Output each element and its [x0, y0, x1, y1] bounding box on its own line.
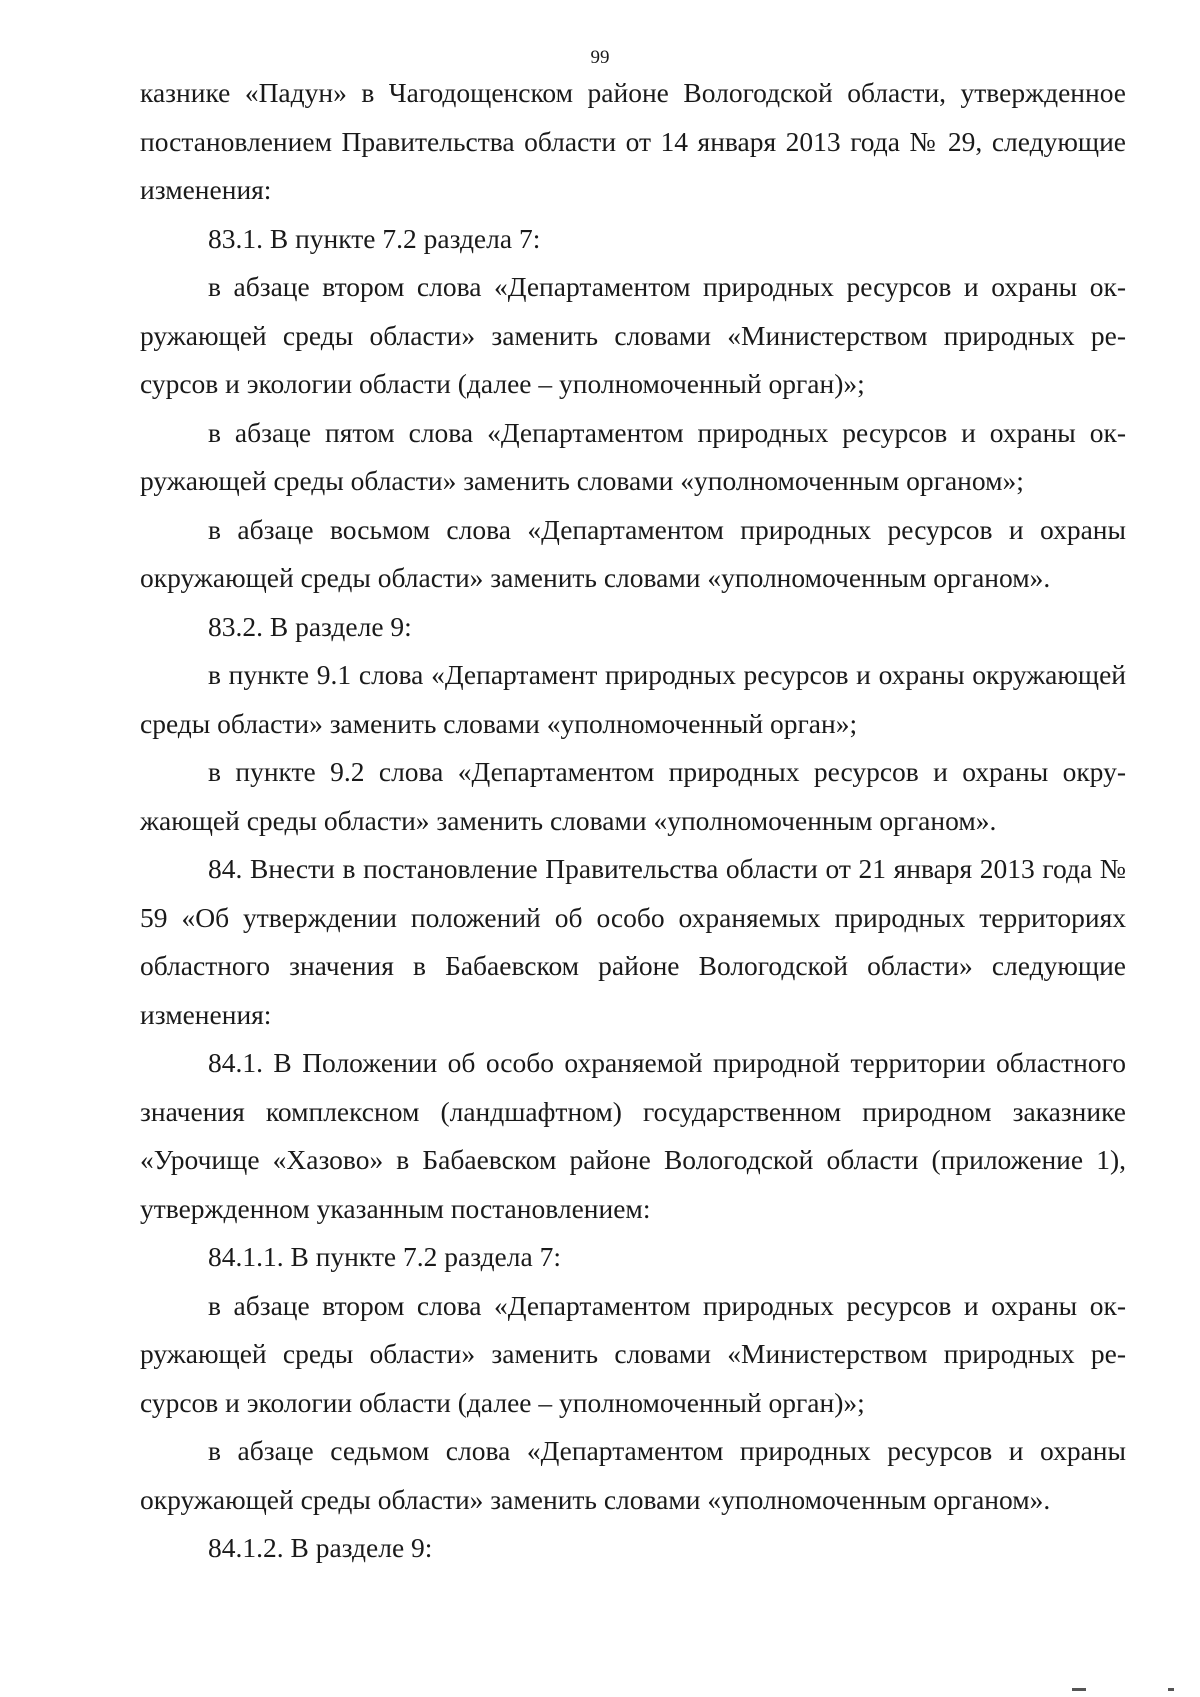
paragraph-83-2-punkt-9-1: в пункте 9.1 слова «Департамент природных ресурсов и охраны окружающей среды области» заменить словами «уполномоченный орган»; — [140, 659, 1126, 739]
paragraph-83-2: 83.2. В разделе 9: — [208, 610, 412, 642]
paragraph-84-1-1-abzac-7: в абзаце седьмом слова «Департаментом природных ресурсов и охраны окружающей среды области» заменить словами «уполномоченным органом». — [140, 1435, 1126, 1515]
paragraph-83-2-punkt-9-2: в пункте 9.2 слова «Департаментом природных ресурсов и охраны окружающей среды области» заменить словами «уполномоченным органом». — [140, 756, 1126, 836]
paragraph-83-1-abzac-2: в абзаце втором слова «Департаментом природных ресурсов и охраны окружающей среды области» заменить словами «Министерством природных ресурсов и экологии области (далее – уполномоченный орган)»; — [140, 271, 1126, 399]
document-body — [140, 69, 1126, 1573]
paragraph-84-1-1-abzac-2: в абзаце втором слова «Департаментом природных ресурсов и охраны окружающей среды области» заменить словами «Министерством природных ресурсов и экологии области (далее – уполномоченный орган)»; — [140, 1289, 1126, 1418]
paragraph-84-1: 84.1. В Положении об особо охраняемой природной территории областного значения комплексном (ландшафтном) государственном природном заказнике «Урочище «Хазово» в Бабаевском районе Вологодской области (приложение 1), утвержденном указанным постановлением: — [140, 1047, 1126, 1224]
paragraph-84: 84. Внести в постановление Правительства области от 21 января 2013 года № 59 «Об утверждении положений об особо охраняемых природных территориях областного значения в Бабаевском районе Вологодской области» следующие изменения: — [140, 853, 1126, 1030]
paragraph-83-1-abzac-5: в абзаце пятом слова «Департаментом природных ресурсов и охраны окружающей среды области» заменить словами «уполномоченным органом»; — [140, 416, 1126, 496]
paragraph-84-1-1: 84.1.1. В пункте 7.2 раздела 7: — [208, 1241, 561, 1272]
page-number: 99 — [590, 47, 610, 68]
scan-artifact-mark — [1168, 1688, 1174, 1691]
paragraph-84-1-2: 84.1.2. В разделе 9: — [208, 1532, 433, 1563]
paragraph-83-1: 83.1. В пункте 7.2 раздела 7: — [208, 222, 541, 254]
scan-artifact-mark — [1072, 1688, 1086, 1691]
paragraph-continuation: казнике «Падун» в Чагодощенском районе Вологодской области, утвержденное постановлением Правительства области от 14 января 2013 года № 29, следующие изменения: — [140, 77, 1126, 205]
paragraph-83-1-abzac-8: в абзаце восьмом слова «Департаментом природных ресурсов и охраны окружающей среды области» заменить словами «уполномоченным органом». — [140, 513, 1126, 593]
